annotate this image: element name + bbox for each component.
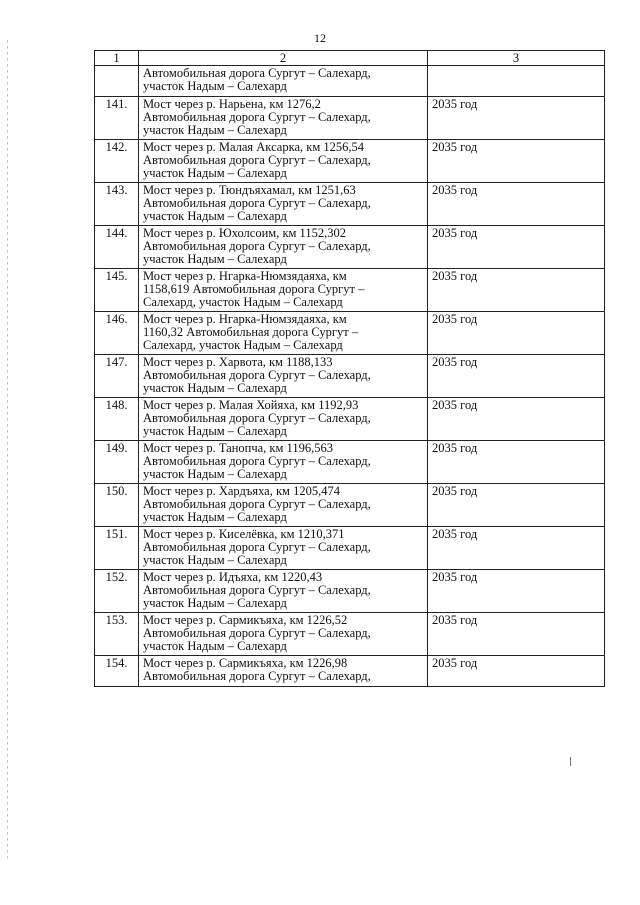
row-number: 152.: [95, 570, 139, 613]
row-year: 2035 год: [428, 656, 605, 687]
row-number: 153.: [95, 613, 139, 656]
row-number: 145.: [95, 269, 139, 312]
row-number: 146.: [95, 312, 139, 355]
row-year: 2035 год: [428, 398, 605, 441]
document-table: [94, 50, 605, 687]
row-description: Мост через р. Харвота, км 1188,133 Автомобильная дорога Сургут – Салехард, участок Надым – Салехард: [139, 355, 428, 398]
header-col-3: 3: [428, 51, 605, 66]
row-year: 2035 год: [428, 355, 605, 398]
row-year: 2035 год: [428, 312, 605, 355]
row-number: 147.: [95, 355, 139, 398]
row-number: 149.: [95, 441, 139, 484]
margin-mark: [570, 757, 571, 766]
row-year: [428, 66, 605, 97]
row-year: 2035 год: [428, 269, 605, 312]
row-year: 2035 год: [428, 226, 605, 269]
row-description: Мост через р. Юхолсоим, км 1152,302 Автомобильная дорога Сургут – Салехард, участок Надым – Салехард: [139, 226, 428, 269]
header-col-1: 1: [95, 51, 139, 66]
row-number: 144.: [95, 226, 139, 269]
row-number: 141.: [95, 97, 139, 140]
table-row: [95, 441, 605, 484]
row-description: Мост через р. Идъяха, км 1220,43 Автомобильная дорога Сургут – Салехард, участок Надым – Салехард: [139, 570, 428, 613]
table-row: [95, 226, 605, 269]
table-row: [95, 613, 605, 656]
row-description: Мост через р. Малая Хойяха, км 1192,93 Автомобильная дорога Сургут – Салехард, участок Надым – Салехард: [139, 398, 428, 441]
table-header-row: [95, 51, 605, 66]
row-year: 2035 год: [428, 570, 605, 613]
row-year: 2035 год: [428, 97, 605, 140]
scan-margin-dots: [7, 40, 8, 860]
table-row: [95, 570, 605, 613]
row-description: Мост через р. Сармикъяха, км 1226,98 Автомобильная дорога Сургут – Салехард,: [139, 656, 428, 687]
row-year: 2035 год: [428, 527, 605, 570]
row-description: Мост через р. Сармикъяха, км 1226,52 Автомобильная дорога Сургут – Салехард, участок Надым – Салехард: [139, 613, 428, 656]
row-year: 2035 год: [428, 441, 605, 484]
row-description: Мост через р. Танопча, км 1196,563 Автомобильная дорога Сургут – Салехард, участок Надым – Салехард: [139, 441, 428, 484]
row-year: 2035 год: [428, 484, 605, 527]
table-row: [95, 527, 605, 570]
row-number: 150.: [95, 484, 139, 527]
table-row-continuation: [95, 66, 605, 97]
table-row: [95, 355, 605, 398]
row-year: 2035 год: [428, 613, 605, 656]
row-description: Мост через р. Нгарка-Нюмзядаяха, км 1158,619 Автомобильная дорога Сургут – Салехард, участок Надым – Салехард: [139, 269, 428, 312]
row-year: 2035 год: [428, 140, 605, 183]
row-number: 142.: [95, 140, 139, 183]
page-number: 12: [314, 31, 326, 45]
row-year: 2035 год: [428, 183, 605, 226]
table-row: [95, 97, 605, 140]
table-row: [95, 183, 605, 226]
row-description: Мост через р. Тюндъяхамал, км 1251,63 Автомобильная дорога Сургут – Салехард, участок Надым – Салехард: [139, 183, 428, 226]
row-description: Мост через р. Малая Аксарка, км 1256,54 Автомобильная дорога Сургут – Салехард, участок Надым – Салехард: [139, 140, 428, 183]
row-description: Мост через р. Нарьена, км 1276,2 Автомобильная дорога Сургут – Салехард, участок Надым – Салехард: [139, 97, 428, 140]
table-row: [95, 269, 605, 312]
row-description: Мост через р. Хардъяха, км 1205,474 Автомобильная дорога Сургут – Салехард, участок Надым – Салехард: [139, 484, 428, 527]
row-description: Автомобильная дорога Сургут – Салехард, участок Надым – Салехард: [139, 66, 428, 97]
row-description: Мост через р. Киселёвка, км 1210,371 Автомобильная дорога Сургут – Салехард, участок Надым – Салехард: [139, 527, 428, 570]
table-row: [95, 398, 605, 441]
row-description: Мост через р. Нгарка-Нюмзядаяха, км 1160,32 Автомобильная дорога Сургут – Салехард, участок Надым – Салехард: [139, 312, 428, 355]
table-row-last: [95, 656, 605, 687]
row-number: 154.: [95, 656, 139, 687]
row-number: 143.: [95, 183, 139, 226]
row-number: 148.: [95, 398, 139, 441]
table-row: [95, 484, 605, 527]
row-number: [95, 66, 139, 97]
header-col-2: 2: [139, 51, 428, 66]
table-row: [95, 312, 605, 355]
row-number: 151.: [95, 527, 139, 570]
table-row: [95, 140, 605, 183]
